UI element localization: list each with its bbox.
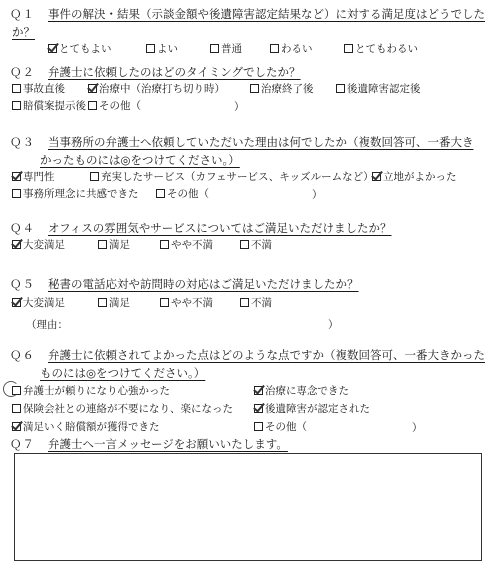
option-label: やや不満: [171, 297, 213, 309]
q5-option-2[interactable]: [160, 296, 213, 310]
q2-other-close: ）: [234, 101, 245, 113]
checkbox-icon[interactable]: [160, 298, 169, 307]
checkbox-icon[interactable]: [12, 189, 21, 198]
q5-question: [10, 276, 359, 293]
checkbox-icon[interactable]: [254, 422, 263, 431]
checkbox-icon[interactable]: [12, 101, 21, 110]
checkbox-icon[interactable]: [146, 44, 155, 53]
q4-text: オフィスの雰囲気やサービスについてはご満足いただけましたか？: [48, 221, 392, 235]
q1-option-1[interactable]: [146, 42, 178, 56]
checkbox-icon[interactable]: [12, 404, 21, 413]
checkbox-icon[interactable]: [240, 240, 249, 249]
q2-option-5[interactable]: [88, 99, 141, 113]
q1-number: Ｑ１: [10, 7, 35, 21]
q2-option-1[interactable]: [88, 82, 225, 96]
q3-option-1[interactable]: [90, 170, 374, 184]
q6-option-2[interactable]: [12, 402, 233, 416]
q1-option-2[interactable]: [210, 42, 242, 56]
q2-option-0[interactable]: [12, 82, 65, 96]
q3-text-cont: かったものには◎をつけてください。）: [40, 153, 240, 167]
q5-reason-label: （理由：: [26, 319, 68, 331]
option-label: 治療に専念できた: [265, 385, 349, 397]
checkbox-icon[interactable]: [240, 298, 249, 307]
option-label: 専門性: [23, 171, 55, 183]
q6-option-5[interactable]: [254, 420, 307, 434]
option-label: 満足いく賠償額が獲得できた: [23, 421, 160, 433]
checkbox-icon[interactable]: [98, 298, 107, 307]
checkbox-icon[interactable]: [210, 44, 219, 53]
option-label: 事故直後: [23, 83, 65, 95]
q1-option-4[interactable]: [344, 42, 418, 56]
checkbox-icon[interactable]: [12, 422, 21, 431]
q5-option-0[interactable]: [12, 296, 65, 310]
q6-text-cont: ものには◎をつけてください。）: [40, 366, 206, 380]
checkbox-icon[interactable]: [88, 84, 97, 93]
option-label: 不満: [251, 239, 272, 251]
option-label: 治療中（治療打ち切り時）: [99, 83, 225, 95]
q2-option-3[interactable]: [336, 82, 421, 96]
q4-option-1[interactable]: [98, 238, 130, 252]
checkbox-icon[interactable]: [12, 240, 21, 249]
q5-number: Ｑ５: [10, 277, 35, 291]
option-label: その他（: [167, 188, 209, 200]
q3-number: Ｑ３: [10, 135, 35, 149]
checkbox-icon[interactable]: [254, 386, 263, 395]
checkbox-icon[interactable]: [156, 189, 165, 198]
checkbox-icon[interactable]: [98, 240, 107, 249]
option-label: その他（: [265, 421, 307, 433]
checkbox-icon[interactable]: [12, 298, 21, 307]
checkbox-icon[interactable]: [48, 44, 57, 53]
message-box[interactable]: [14, 453, 482, 561]
q3-text: 当事務所の弁護士へ依頼していただいた理由は何でしたか（複数回答可、一番大き: [48, 135, 474, 149]
checkbox-icon[interactable]: [372, 172, 381, 181]
q1-text: 事件の解決・結果（示談金額や後遺障害認定結果など）に対する満足度はどうでした: [48, 7, 485, 21]
q1-option-0[interactable]: [48, 42, 112, 56]
q7-number: Ｑ７: [10, 437, 35, 451]
q6-question: [10, 347, 485, 364]
option-label: 後遺障害認定後: [347, 83, 421, 95]
option-label: 満足: [109, 297, 130, 309]
checkbox-icon[interactable]: [12, 172, 21, 181]
q4-option-2[interactable]: [160, 238, 213, 252]
q4-number: Ｑ４: [10, 221, 35, 235]
q3-option-3[interactable]: [12, 187, 139, 201]
q2-option-2[interactable]: [250, 82, 314, 96]
option-label: 保険会社との連絡が不要になり、楽になった: [23, 403, 233, 415]
q2-option-4[interactable]: [12, 99, 86, 113]
checkbox-icon[interactable]: [12, 84, 21, 93]
checkbox-icon[interactable]: [250, 84, 259, 93]
option-label: とてもわるい: [355, 43, 418, 55]
q2-text: 弁護士に依頼したのはどのタイミングでしたか？: [48, 65, 301, 79]
q5-option-1[interactable]: [98, 296, 130, 310]
checkbox-icon[interactable]: [344, 44, 353, 53]
q6-option-0[interactable]: [12, 384, 170, 398]
option-label: 不満: [251, 297, 272, 309]
option-label: 弁護士が頼りになり心強かった: [23, 385, 170, 397]
q5-text: 秘書の電話応対や訪問時の対応はご満足いただけましたか？: [48, 277, 359, 291]
q6-option-4[interactable]: [12, 420, 160, 434]
q7-text: 弁護士へ一言メッセージをお願いいたします。: [48, 437, 288, 451]
q6-option-3[interactable]: [254, 402, 370, 416]
option-label: やや不満: [171, 239, 213, 251]
q3-question: [10, 134, 474, 151]
q2-question: [10, 64, 301, 81]
option-label: 立地がよかった: [383, 171, 457, 183]
option-label: 大変満足: [23, 239, 65, 251]
checkbox-icon[interactable]: [160, 240, 169, 249]
q1-text-cont: か？: [12, 25, 35, 39]
option-label: 後遺障害が認定された: [265, 403, 370, 415]
option-label: わるい: [281, 43, 313, 55]
option-label: 普通: [221, 43, 242, 55]
q1-question: [10, 6, 485, 23]
option-label: その他（: [99, 100, 141, 112]
checkbox-icon[interactable]: [88, 101, 97, 110]
q4-question: [10, 220, 392, 237]
q6-option-1[interactable]: [254, 384, 349, 398]
q2-number: Ｑ２: [10, 65, 35, 79]
q3-option-4[interactable]: [156, 187, 209, 201]
option-label: 大変満足: [23, 297, 65, 309]
checkbox-icon[interactable]: [12, 386, 21, 395]
option-label: 治療終了後: [261, 83, 314, 95]
option-label: 賠償案提示後: [23, 100, 86, 112]
q5-option-3[interactable]: [240, 296, 272, 310]
q3-option-0[interactable]: [12, 170, 55, 184]
q6-text: 弁護士に依頼されてよかった点はどのような点ですか（複数回答可、一番大きかった: [48, 348, 485, 362]
option-label: よい: [157, 43, 178, 55]
q5-reason-close: ）: [328, 319, 339, 331]
checkbox-icon[interactable]: [336, 84, 345, 93]
option-label: 事務所理念に共感できた: [23, 188, 139, 200]
option-label: 満足: [109, 239, 130, 251]
q4-option-0[interactable]: [12, 238, 65, 252]
q3-option-2[interactable]: [372, 170, 457, 184]
q3-other-close: ）: [312, 189, 323, 201]
checkbox-icon[interactable]: [90, 172, 99, 181]
checkbox-icon[interactable]: [254, 404, 263, 413]
q7-question: [10, 436, 288, 453]
q1-option-3[interactable]: [270, 42, 313, 56]
option-label: 充実したサービス（カフェサービス、キッズルームなど）: [101, 171, 374, 183]
q6-number: Ｑ６: [10, 348, 35, 362]
checkbox-icon[interactable]: [270, 44, 279, 53]
q4-option-3[interactable]: [240, 238, 272, 252]
q6-other-close: ）: [412, 422, 423, 434]
option-label: とてもよい: [59, 43, 112, 55]
